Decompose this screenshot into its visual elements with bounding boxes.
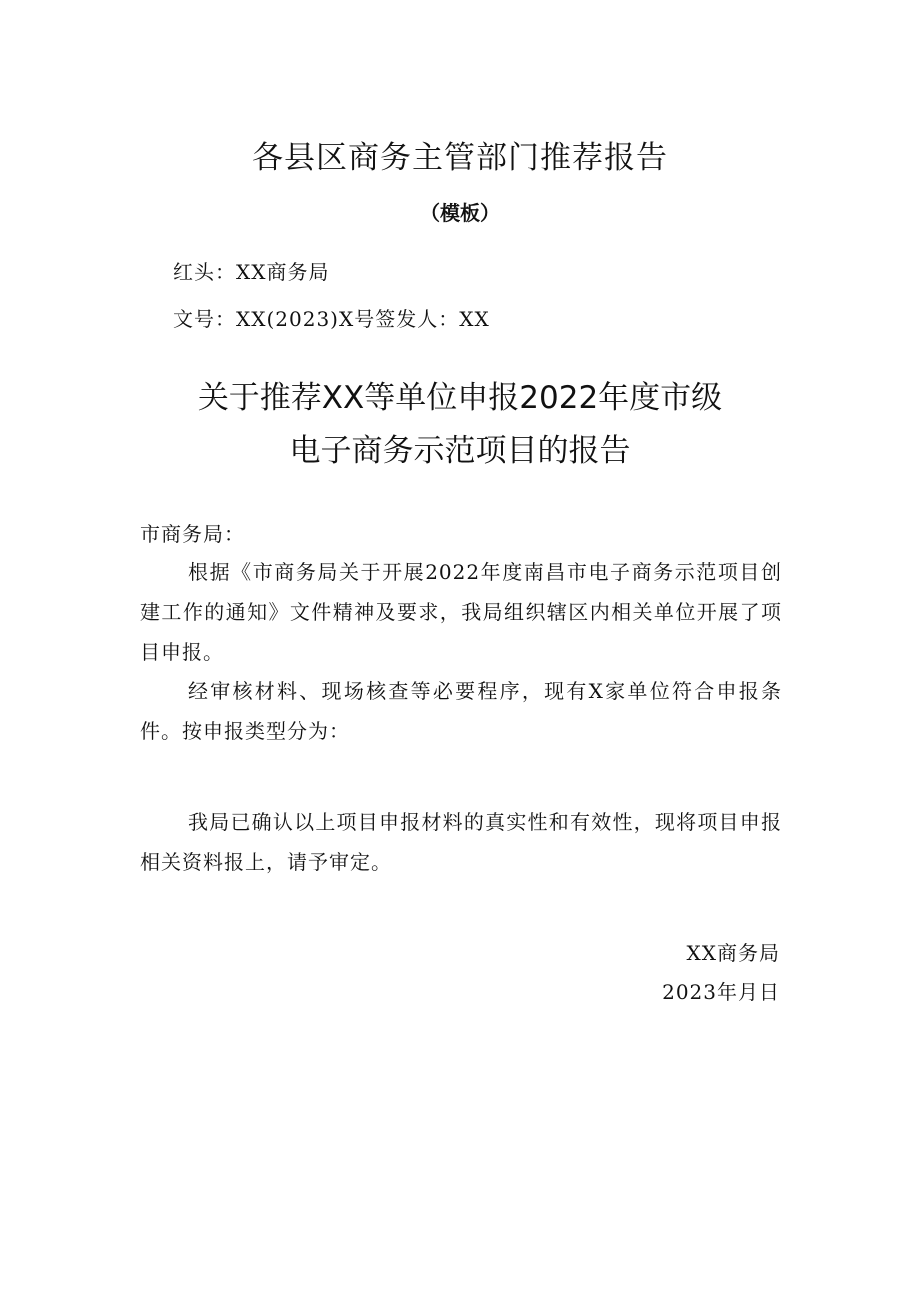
body-paragraph-2: 经审核材料、现场核查等必要程序，现有X家单位符合申报条件。按申报类型分为： <box>140 679 782 743</box>
salutation: 市商务局： <box>140 522 245 546</box>
body-paragraph-1: 根据《市商务局关于开展2022年度南昌市电子商务示范项目创建工作的通知》文件精神及要求，我局组织辖区内相关单位开展了项目申报。 <box>140 560 782 664</box>
template-subtitle: （模板） <box>420 201 500 225</box>
report-title-line-1: 关于推荐XX等单位申报2022年度市级 <box>197 380 723 416</box>
document-title: 各县区商务主管部门推荐报告 <box>252 140 668 176</box>
doc-number-signer-line: 文号：XX(2023)X号签发人：XX <box>173 307 490 331</box>
report-title-line-2: 电子商务示范项目的报告 <box>289 433 631 469</box>
signature-date: 2023年月日 <box>662 980 780 1004</box>
body-paragraph-3: 我局已确认以上项目申报材料的真实性和有效性，现将项目申报相关资料报上，请予审定。 <box>140 810 782 874</box>
red-header-line: 红头：XX商务局 <box>173 260 330 284</box>
signature-organization: XX商务局 <box>686 941 780 965</box>
